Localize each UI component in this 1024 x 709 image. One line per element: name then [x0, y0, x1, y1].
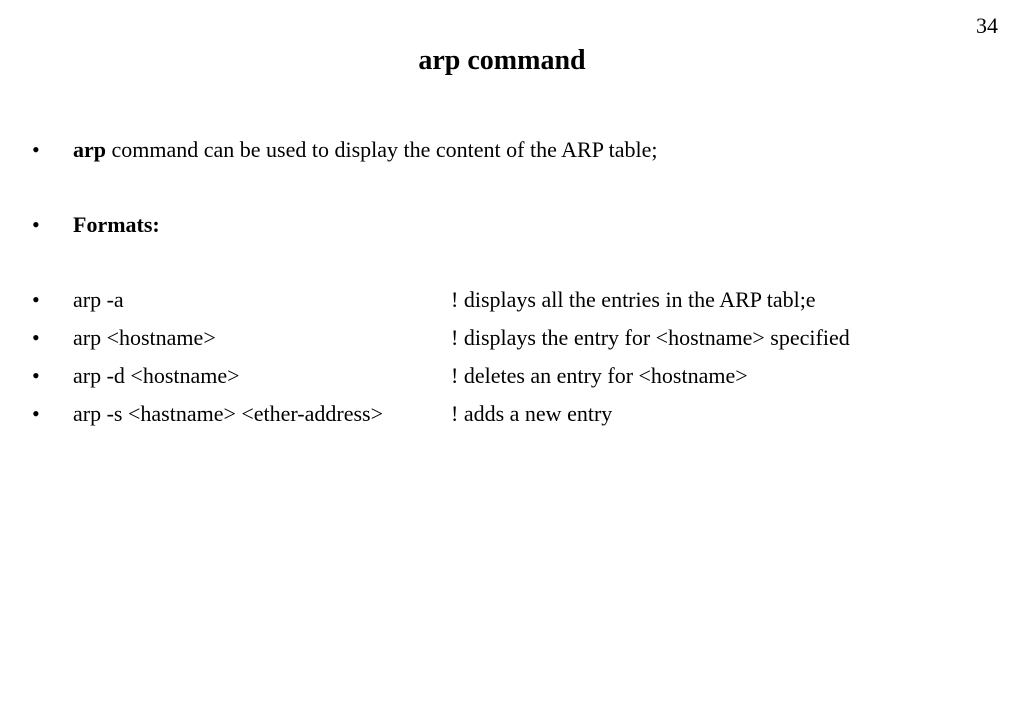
bullet-list	[32, 136, 992, 438]
bullet-dot: •	[32, 212, 40, 237]
command-description: ! deletes an entry for <hostname>	[451, 363, 748, 388]
command-syntax: arp <hostname>	[73, 325, 216, 350]
command-syntax: arp -a	[73, 287, 124, 312]
bullet-dot: •	[32, 401, 40, 426]
bullet-dot: •	[32, 287, 40, 312]
bullet-dot: •	[32, 137, 40, 162]
intro-keyword: arp	[73, 137, 106, 162]
bullet-dot: •	[32, 325, 40, 350]
page-number: 34	[976, 13, 998, 38]
command-description: ! displays the entry for <hostname> specified	[451, 325, 850, 350]
intro-bullet	[32, 136, 992, 164]
command-row-list-all	[32, 286, 992, 314]
slide-title: arp command	[418, 45, 586, 76]
command-syntax: arp -d <hostname>	[73, 363, 240, 388]
command-syntax: arp -s <hastname> <ether-address>	[73, 401, 384, 426]
command-description: ! adds a new entry	[451, 401, 613, 426]
command-row-delete	[32, 362, 992, 390]
command-row-show-host	[32, 324, 992, 352]
formats-label: Formats:	[73, 212, 160, 237]
command-description: ! displays all the entries in the ARP tabl;e	[451, 287, 816, 312]
command-row-add	[32, 400, 992, 428]
bullet-dot: •	[32, 363, 40, 388]
intro-text: command can be used to display the content of the ARP table;	[106, 137, 658, 162]
formats-bullet	[32, 211, 992, 239]
